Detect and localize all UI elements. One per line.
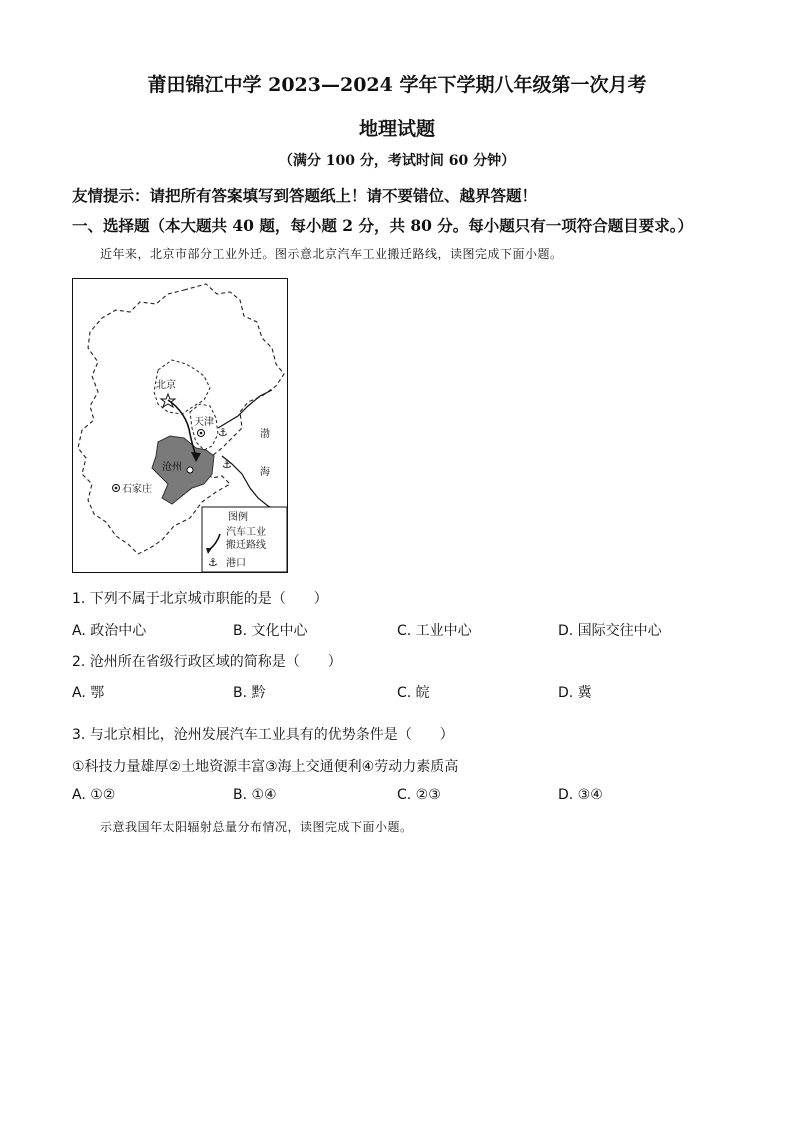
question-3-statements: ①科技力量雄厚②土地资源丰富③海上交通便利④劳动力素质高 — [72, 759, 459, 775]
subject-title: 地理试题 — [358, 118, 435, 140]
question-3-option-a: A. ①② — [72, 787, 116, 803]
cangzhou-point — [187, 467, 193, 473]
question-1-option-b: B. 文化中心 — [233, 623, 308, 639]
question-3-stem: 3. 与北京相比，沧州发展汽车工业具有的优势条件是（ ） — [72, 727, 454, 743]
group1-intro: 近年来，北京市部分工业外迁。图示意北京汽车工业搬迁路线，读图完成下面小题。 — [100, 247, 563, 261]
question-1-option-a: A. 政治中心 — [72, 623, 147, 639]
exam-info: （满分 100 分，考试时间 60 分钟） — [278, 153, 516, 169]
label-shijiazhuang: 石家庄 — [122, 484, 152, 495]
beijing-auto-relocation-map — [72, 278, 288, 573]
question-2-option-b: B. 黔 — [233, 685, 266, 701]
group2-intro: 示意我国年太阳辐射总量分布情况，读图完成下面小题。 — [100, 820, 413, 834]
port-icon-2: ⚓ — [222, 458, 232, 471]
section-heading: 一、选择题（本大题共 40 题，每小题 2 分，共 80 分。每小题只有一项符合题目要求。） — [72, 216, 694, 235]
notice: 友情提示：请把所有答案填写到答题纸上！请不要错位、越界答题！ — [72, 186, 538, 205]
label-hai: 海 — [260, 467, 270, 478]
question-2-stem: 2. 沧州所在省级行政区域的简称是（ ） — [72, 654, 342, 670]
legend-port-icon: ⚓ — [208, 556, 218, 569]
tianjin-point-center — [200, 432, 203, 435]
label-cangzhou: 沧州 — [162, 462, 182, 473]
shijiazhuang-point-center — [115, 487, 118, 490]
legend-route-label-1: 汽车工业 — [226, 527, 266, 538]
legend-title: 图例 — [228, 512, 248, 523]
legend-port-label: 港口 — [226, 558, 246, 569]
legend-route-label-2: 搬迁路线 — [226, 540, 266, 551]
exam-title: 莆田锦江中学 2023—2024 学年下学期八年级第一次月考 — [147, 74, 647, 96]
question-3-option-c: C. ②③ — [397, 787, 441, 803]
question-1-option-d: D. 国际交往中心 — [558, 623, 662, 639]
question-2-option-c: C. 皖 — [397, 685, 430, 701]
label-bo: 渤 — [260, 429, 270, 440]
question-2-option-a: A. 鄂 — [72, 685, 105, 701]
port-icon-1: ⚓ — [218, 426, 228, 439]
question-1-stem: 1. 下列不属于北京城市职能的是（ ） — [72, 591, 328, 607]
question-2-option-d: D. 冀 — [558, 685, 592, 701]
question-3-option-b: B. ①④ — [233, 787, 277, 803]
label-tianjin: 天津 — [194, 417, 214, 428]
label-beijing: 北京 — [156, 380, 176, 391]
question-1-option-c: C. 工业中心 — [397, 623, 472, 639]
question-3-option-d: D. ③④ — [558, 787, 603, 803]
